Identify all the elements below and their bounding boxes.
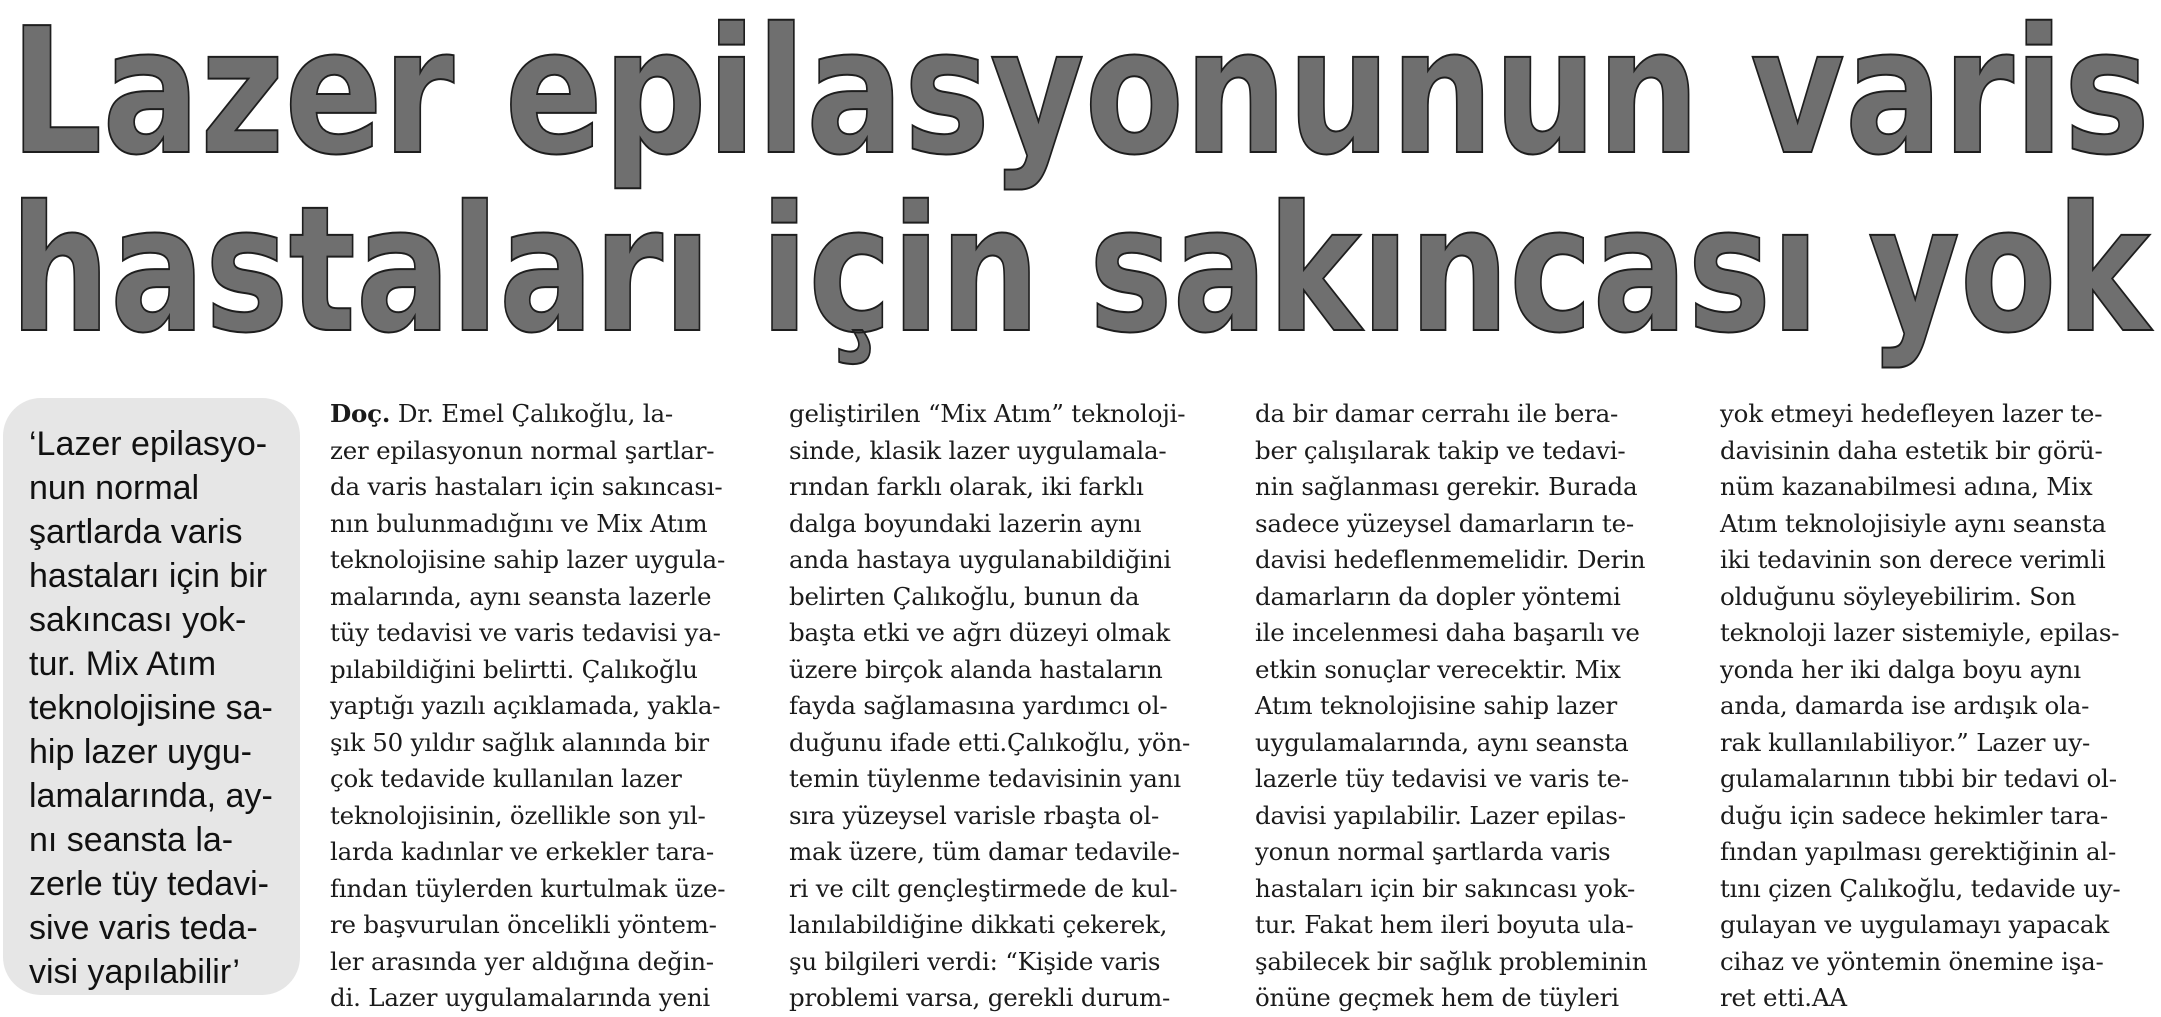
article-line: duğu için sadece hekimler tara- xyxy=(1720,800,2108,830)
article-line: önüne geçmek hem de tüyleri xyxy=(1255,983,1619,1012)
article-line: uygulamalarında, aynı seansta xyxy=(1255,727,1629,757)
headline-line-2: hastaları için sakıncası yok xyxy=(10,169,2154,372)
pull-quote-line: hastaları için bir xyxy=(29,557,268,595)
article-line: sadece yüzeysel damarların te- xyxy=(1255,508,1634,538)
pull-quote-line: ‘Lazer epilasyo- xyxy=(29,425,268,463)
article-line: anda, damarda ise ardışık ola- xyxy=(1720,691,2090,720)
article-line: etkin sonuçlar verecektir. Mix xyxy=(1255,654,1621,684)
article-line: di. Lazer uygulamalarında yeni xyxy=(330,983,711,1012)
pull-quote-line: nun normal xyxy=(29,469,200,507)
article-line: iki tedavinin son derece verimli xyxy=(1720,545,2106,574)
article-line: larda kadınlar ve erkekler tara- xyxy=(330,837,714,866)
pull-quote-line: lamalarında, ay- xyxy=(29,777,273,815)
article-line: lazerle tüy tedavisi ve varis te- xyxy=(1255,764,1629,793)
article-line: davisi yapılabilir. Lazer epilas- xyxy=(1255,800,1626,830)
article-line: ri ve cilt gençleştirmede de kul- xyxy=(789,873,1178,903)
article-line: ler arasında yer aldığına değin- xyxy=(330,946,714,976)
pull-quote-line: tur. Mix Atım xyxy=(29,645,217,683)
headline-svg xyxy=(0,0,2161,380)
article-line: yaptığı yazılı açıklamada, yakla- xyxy=(330,691,721,720)
headline-line-1: Lazer epilasyonunun varis xyxy=(10,0,2150,194)
article-lead-word: Doç. xyxy=(330,399,391,428)
article-line: ber çalışılarak takip ve tedavi- xyxy=(1255,435,1626,465)
article-line: geliştirilen “Mix Atım” teknoloji- xyxy=(789,399,1186,428)
article-line xyxy=(330,396,673,433)
pull-quote-line: sive varis teda- xyxy=(29,909,258,947)
article-line: sıra yüzeysel varisle rbaşta ol- xyxy=(789,800,1160,830)
article-line: şabilecek bir sağlık probleminin xyxy=(1255,946,1648,976)
article-line: yonun normal şartlarda varis xyxy=(1255,837,1611,866)
article-line: davisinin daha estetik bir görü- xyxy=(1720,435,2103,465)
pull-quote-line: teknolojisine sa- xyxy=(29,689,273,727)
article-line: anda hastaya uygulanabildiğini xyxy=(789,545,1172,574)
article-line: mak üzere, tüm damar tedavile- xyxy=(789,837,1180,866)
article-line-text: Dr. Emel Çalıkoğlu, la- xyxy=(390,399,673,428)
article-line: hastaları için bir sakıncası yok- xyxy=(1255,873,1636,903)
article-line: nın bulunmadığını ve Mix Atım xyxy=(330,508,708,538)
article-line: olduğunu söyleyebilirim. Son xyxy=(1720,581,2076,611)
article-column-2 xyxy=(789,396,1191,1012)
article-column-3 xyxy=(1255,396,1648,1012)
article-line: ile incelenmesi daha başarılı ve xyxy=(1255,618,1640,647)
article-line: gulamalarının tıbbi bir tedavi ol- xyxy=(1720,764,2117,793)
article-line: fından yapılması gerektiğinin al- xyxy=(1720,837,2117,866)
pull-quote-line: sakıncası yok- xyxy=(29,601,247,639)
pull-quote-line: hip lazer uygu- xyxy=(29,733,253,771)
article-line: üzere birçok alanda hastaların xyxy=(789,654,1163,684)
article-line: çok tedavide kullanılan lazer xyxy=(330,764,682,793)
article-line: başta etki ve ağrı düzeyi olmak xyxy=(789,618,1171,647)
article-line: lanılabildiğine dikkati çekerek, xyxy=(789,910,1168,939)
article-line: zer epilasyonun normal şartlar- xyxy=(330,435,715,465)
article-line: gulayan ve uygulamayı yapacak xyxy=(1720,910,2109,939)
headline xyxy=(0,0,2161,380)
article-line: temin tüylenme tedavisinin yanı xyxy=(789,764,1181,793)
article-line: re başvurulan öncelikli yöntem- xyxy=(330,910,717,939)
article-line: rak kullanılabiliyor.” Lazer uy- xyxy=(1720,727,2091,757)
article-line: ret etti.AA xyxy=(1720,983,1847,1012)
article-line: pılabildiğini belirtti. Çalıkoğlu xyxy=(330,654,698,684)
article-line: Atım teknolojisiyle aynı seansta xyxy=(1720,508,2107,538)
article-line: fayda sağlamasına yardımcı ol- xyxy=(789,691,1168,720)
article-line: cihaz ve yöntemin önemine işa- xyxy=(1720,946,2104,976)
article-line: teknoloji lazer sistemiyle, epilas- xyxy=(1720,618,2120,647)
pull-quote-line: şartlarda varis xyxy=(29,513,243,551)
article-line: sinde, klasik lazer uygulamala- xyxy=(789,435,1167,465)
article-line: rından farklı olarak, iki farklı xyxy=(789,472,1144,501)
article-line: nüm kazanabilmesi adına, Mix xyxy=(1720,472,2093,501)
article-line: duğunu ifade etti.Çalıkoğlu, yön- xyxy=(789,727,1191,757)
pull-quote-line: visi yapılabilir’ xyxy=(29,953,240,991)
article-line: tüy tedavisi ve varis tedavisi ya- xyxy=(330,618,721,647)
article-line: problemi varsa, gerekli durum- xyxy=(789,983,1171,1012)
article-line: Atım teknolojisine sahip lazer xyxy=(1255,691,1618,720)
article-line: şu bilgileri verdi: “Kişide varis xyxy=(789,946,1161,976)
pull-quote-line: zerle tüy tedavi- xyxy=(29,865,269,903)
article-line: dalga boyundaki lazerin aynı xyxy=(789,508,1142,538)
article-line: teknolojisine sahip lazer uygula- xyxy=(330,545,726,574)
article-line: yonda her iki dalga boyu aynı xyxy=(1720,654,2081,684)
article-line: tını çizen Çalıkoğlu, tedavide uy- xyxy=(1720,873,2121,903)
article-line: nin sağlanması gerekir. Burada xyxy=(1255,472,1638,501)
article-line: malarında, aynı seansta lazerle xyxy=(330,581,712,611)
article-line: davisi hedeflenmemelidir. Derin xyxy=(1255,545,1646,574)
pull-quote-line: nı seansta la- xyxy=(29,821,234,859)
article-column-1 xyxy=(330,396,726,1012)
pull-quote-box xyxy=(3,398,300,995)
article-column-4 xyxy=(1720,396,2121,1012)
article-line: yok etmeyi hedefleyen lazer te- xyxy=(1720,399,2103,428)
article-line: teknolojisinin, özellikle son yıl- xyxy=(330,800,706,830)
article-line: şık 50 yıldır sağlık alanında bir xyxy=(330,727,709,757)
article-line: damarların da dopler yöntemi xyxy=(1255,581,1621,611)
article-line: da bir damar cerrahı ile bera- xyxy=(1255,399,1619,428)
article-line: fından tüylerden kurtulmak üze- xyxy=(330,873,726,903)
article-line: da varis hastaları için sakıncası- xyxy=(330,472,723,501)
article-line: tur. Fakat hem ileri boyuta ula- xyxy=(1255,910,1634,939)
article-line: belirten Çalıkoğlu, bunun da xyxy=(789,581,1140,611)
